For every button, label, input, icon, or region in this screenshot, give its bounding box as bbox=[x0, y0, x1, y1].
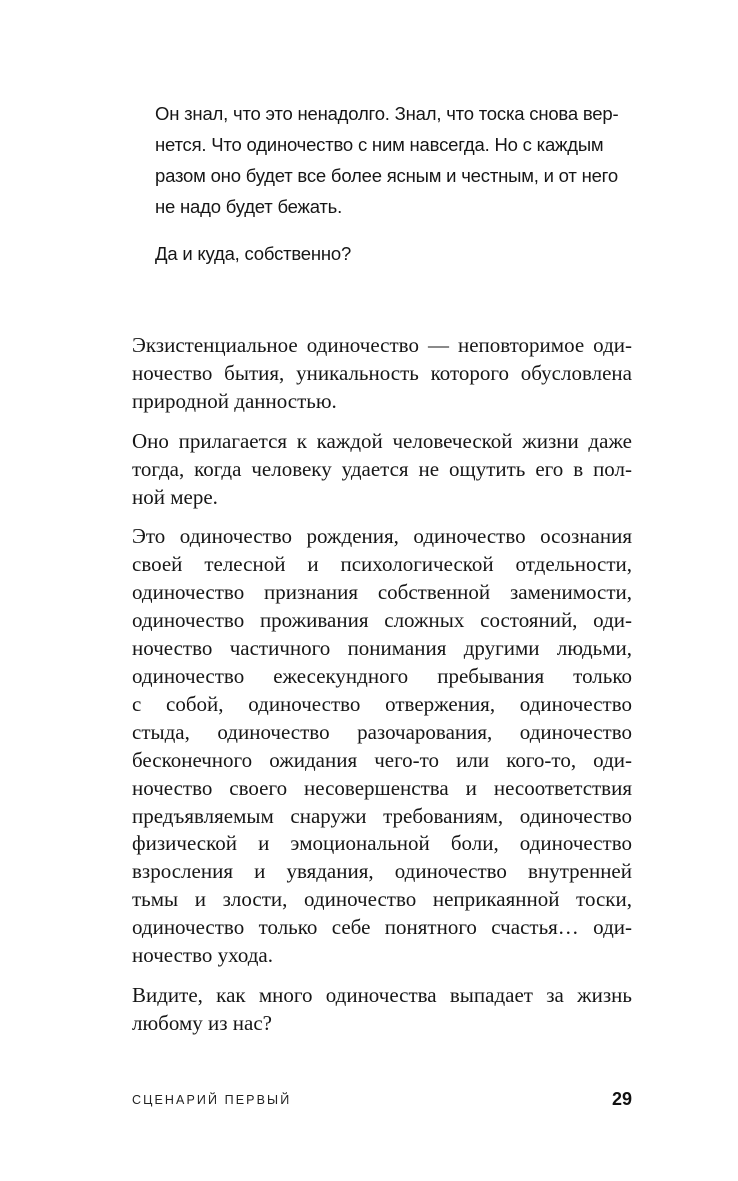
body-line: одиночество признания собственной заменимости, bbox=[132, 580, 632, 605]
body-line: с собой, одиночество отвержения, одиночество bbox=[132, 691, 632, 716]
quote-line: не надо будет бежать. bbox=[155, 196, 343, 217]
body-line: тогда, когда человеку удается не ощутить его в пол- bbox=[132, 456, 632, 481]
body-line: ночество частичного понимания другими людьми, bbox=[132, 636, 632, 661]
body-line: одиночество только себе понятного счастья… оди- bbox=[132, 915, 632, 940]
body-text bbox=[132, 332, 632, 1038]
body-line: Это одиночество рождения, одиночество осознания bbox=[132, 524, 632, 549]
body-line: Экзистенциальное одиночество — неповторимое оди- bbox=[132, 333, 632, 357]
body-line: ночество своего несовершенства и несоответствия bbox=[132, 775, 632, 800]
body-line: природной данностью. bbox=[132, 388, 337, 413]
body-line: тьмы и злости, одиночество неприкаянной тоски, bbox=[132, 887, 632, 912]
body-line: бесконечного ожидания чего-то или кого-то, оди- bbox=[132, 747, 632, 772]
body-line: физической и эмоциональной боли, одиночество bbox=[132, 831, 632, 856]
body-line: ночество бытия, уникальность которого обусловлена bbox=[132, 360, 632, 385]
body-line: стыда, одиночество разочарования, одиночество bbox=[132, 719, 632, 744]
quote-block bbox=[155, 98, 633, 269]
body-line: Оно прилагается к каждой человеческой жизни даже bbox=[132, 428, 632, 453]
body-line: ной мере. bbox=[132, 484, 218, 509]
page-number: 29 bbox=[611, 1089, 632, 1109]
body-line: любому из нас? bbox=[132, 1010, 272, 1035]
body-line: взросления и увядания, одиночество внутренней bbox=[132, 859, 632, 884]
body-line: предъявляемым снаружи требованиям, одиночество bbox=[132, 803, 632, 828]
quote-line: Да и куда, собственно? bbox=[155, 243, 352, 264]
body-line: ночество ухода. bbox=[132, 943, 273, 968]
quote-line: нется. Что одиночество с ним навсегда. Но с каждым bbox=[155, 134, 604, 155]
body-line: своей телесной и психологической отдельности, bbox=[132, 552, 632, 577]
body-line: Видите, как много одиночества выпадает за жизнь bbox=[132, 982, 632, 1007]
quote-line: Он знал, что это ненадолго. Знал, что тоска снова вер- bbox=[155, 103, 619, 124]
running-head: СЦЕНАРИЙ ПЕРВЫЙ bbox=[132, 1093, 292, 1107]
body-line: одиночество проживания сложных состояний, оди- bbox=[132, 608, 632, 633]
body-line: одиночество ежесекундного пребывания только bbox=[132, 663, 632, 688]
quote-line: разом оно будет все более ясным и честным, и от него bbox=[155, 165, 618, 186]
